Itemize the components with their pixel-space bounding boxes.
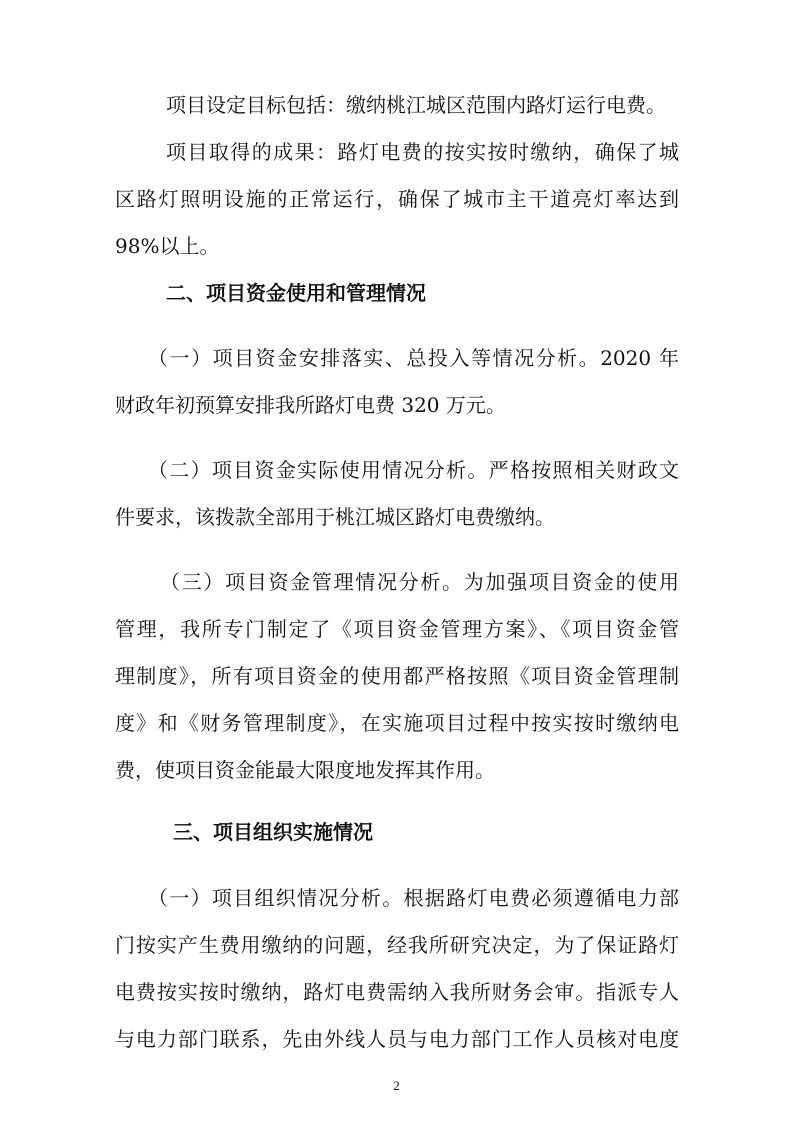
body-line: （三）项目资金管理情况分析。为加强项目资金的使用 [160, 570, 679, 594]
body-line: 98%以上。 [115, 234, 220, 258]
body-line: （一）项目组织情况分析。根据路灯电费必须遵循电力部 [148, 886, 679, 910]
body-line: 电费按实按时缴纳，路灯电费需纳入我所财务会审。指派专人 [115, 980, 679, 1004]
body-line: 项目取得的成果：路灯电费的按实按时缴纳，确保了城 [166, 140, 679, 164]
body-line: 门按实产生费用缴纳的问题，经我所研究决定，为了保证路灯 [115, 933, 679, 957]
body-line: （二）项目资金实际使用情况分析。严格按照相关财政文 [148, 458, 679, 482]
page-number: 2 [393, 1078, 400, 1093]
body-line: 区路灯照明设施的正常运行，确保了城市主干道亮灯率达到 [115, 187, 679, 211]
body-line: 与电力部门联系，先由外线人员与电力部门工作人员核对电度 [115, 1027, 679, 1051]
body-line: 财政年初预算安排我所路灯电费 320 万元。 [115, 393, 506, 417]
body-line: 管理，我所专门制定了《项目资金管理方案》、《项目资金管 [115, 617, 679, 641]
section-heading: 三、项目组织实施情况 [173, 820, 373, 844]
body-line: 理制度》，所有项目资金的使用都严格按照《项目资金管理制 [115, 664, 679, 688]
section-heading: 二、项目资金使用和管理情况 [166, 281, 426, 305]
body-line: 度》和《财务管理制度》，在实施项目过程中按实按时缴纳电 [115, 711, 679, 735]
body-line: 费，使项目资金能最大限度地发挥其作用。 [115, 758, 495, 782]
body-line: （一）项目资金安排落实、总投入等情况分析。2020 年 [148, 346, 679, 370]
body-line: 件要求，该拨款全部用于桃江城区路灯电费缴纳。 [115, 505, 555, 529]
body-line: 项目设定目标包括：缴纳桃江城区范围内路灯运行电费。 [166, 93, 666, 117]
